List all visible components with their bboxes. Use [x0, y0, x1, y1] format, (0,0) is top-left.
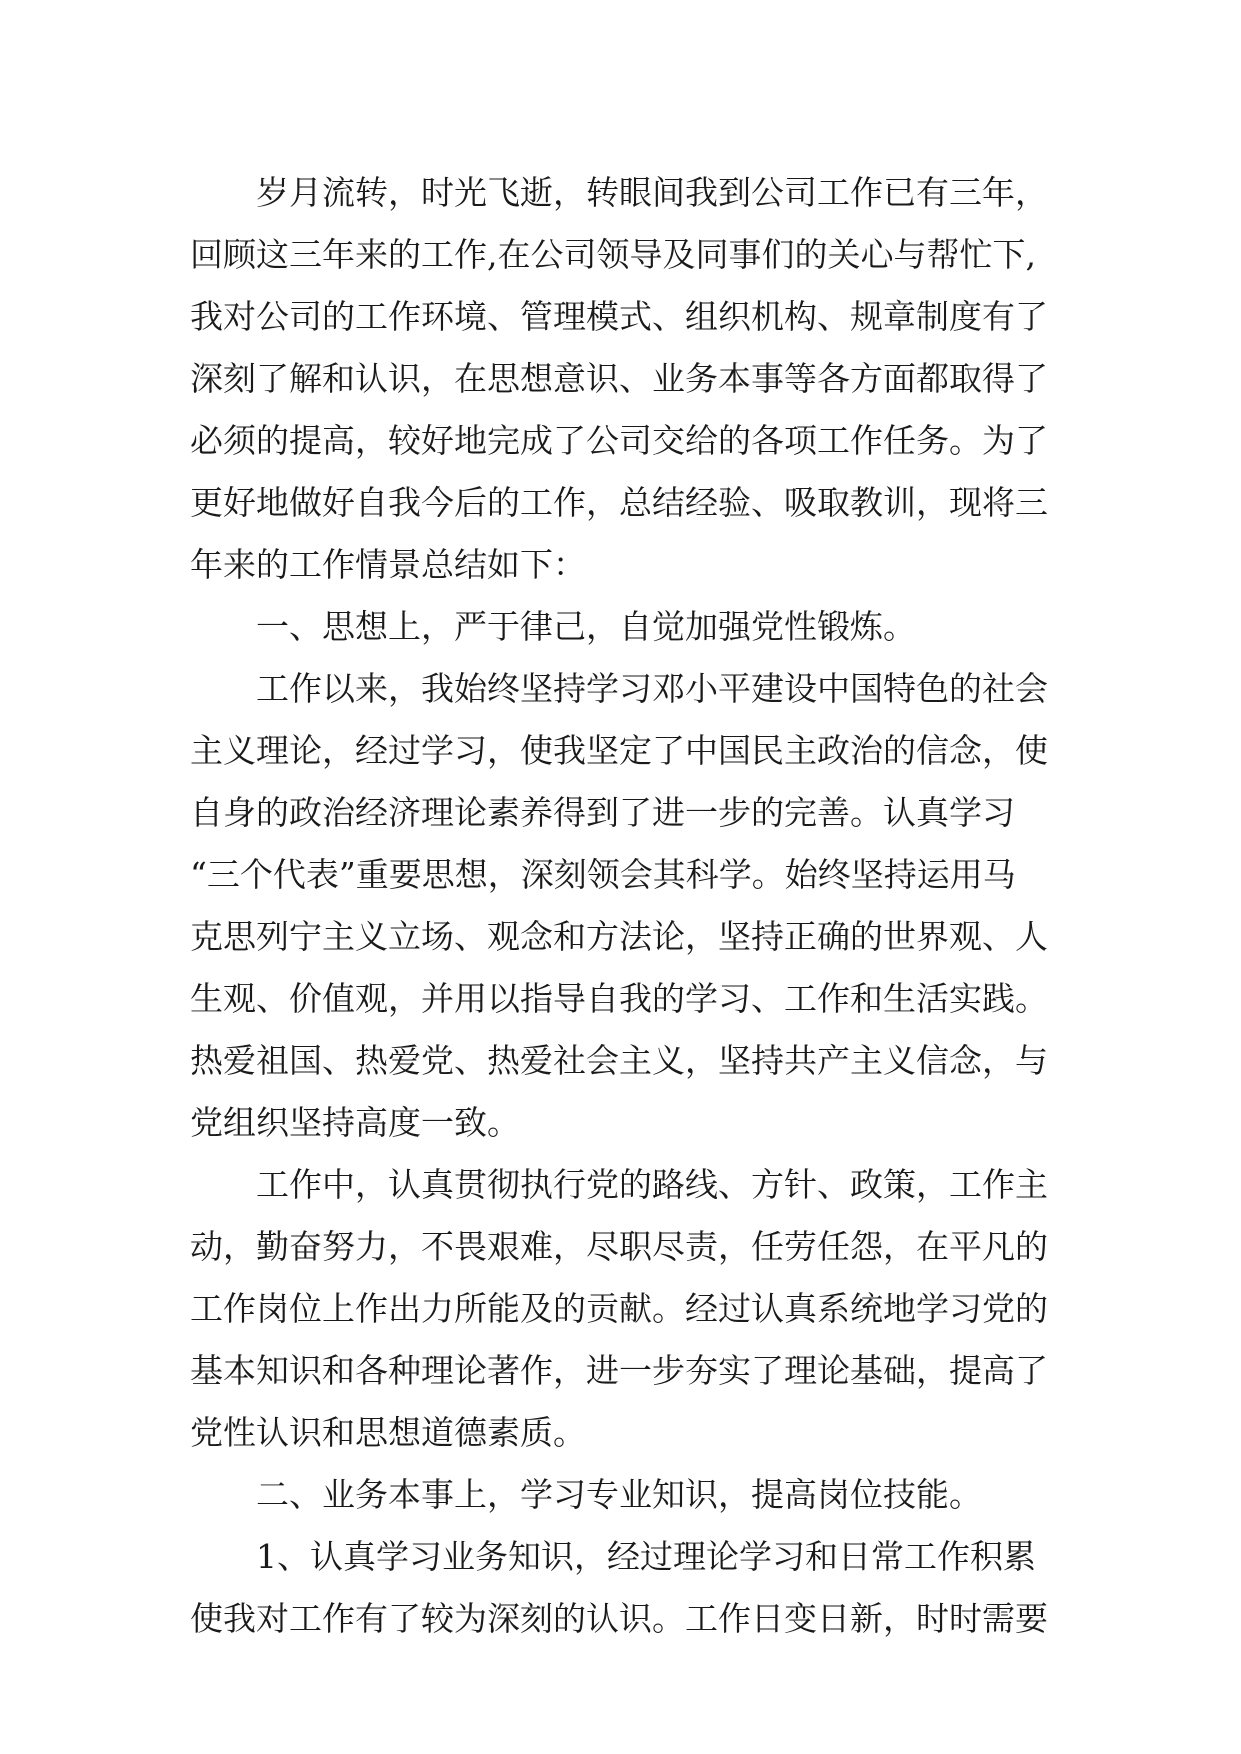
text-line: 使我对工作有了较为深刻的认识。工作日变日新，时时需要	[190, 1599, 1048, 1638]
text-line: 我对公司的工作环境、管理模式、组织机构、规章制度有了	[190, 297, 1048, 336]
document-body	[190, 162, 1090, 1650]
text-line: 岁月流转，时光飞逝，转眼间我到公司工作已有三年，	[256, 173, 1048, 212]
text-line: 生观、价值观，并用以指导自我的学习、工作和生活实践。	[190, 979, 1048, 1018]
text-line: 自身的政治经济理论素养得到了进一步的完善。认真学习	[190, 793, 1015, 832]
text-line: 必须的提高，较好地完成了公司交给的各项工作任务。为了	[190, 421, 1048, 460]
text-line: 动，勤奋努力，不畏艰难，尽职尽责，任劳任怨，在平凡的	[190, 1227, 1048, 1266]
section-heading: 一、思想上，严于律己，自觉加强党性锻炼。	[256, 607, 916, 646]
text-line: 工作中，认真贯彻执行党的路线、方针、政策，工作主	[256, 1165, 1048, 1204]
text-line: 更好地做好自我今后的工作，总结经验、吸取教训，现将三	[190, 483, 1048, 522]
text-line: “三个代表”重要思想，深刻领会其科学。始终坚持运用马	[190, 855, 1016, 894]
text-line: 热爱祖国、热爱党、热爱社会主义，坚持共产主义信念，与	[190, 1041, 1048, 1080]
text-line: 主义理论，经过学习，使我坚定了中国民主政治的信念，使	[190, 731, 1048, 770]
text-line: 工作岗位上作出力所能及的贡献。经过认真系统地学习党的	[190, 1289, 1048, 1328]
text-line: 党组织坚持高度一致。	[190, 1103, 520, 1142]
text-line: 深刻了解和认识，在思想意识、业务本事等各方面都取得了	[190, 359, 1048, 398]
text-line: 基本知识和各种理论著作，进一步夯实了理论基础，提高了	[190, 1351, 1048, 1390]
text-line: 克思列宁主义立场、观念和方法论，坚持正确的世界观、人	[190, 917, 1048, 956]
text-line: 党性认识和思想道德素质。	[190, 1413, 586, 1452]
text-line: 回顾这三年来的工作,在公司领导及同事们的关心与帮忙下,	[190, 235, 1036, 274]
text-line: 年来的工作情景总结如下：	[190, 545, 586, 584]
text-line: 工作以来，我始终坚持学习邓小平建设中国特色的社会	[256, 669, 1048, 708]
text-line: 1、认真学习业务知识，经过理论学习和日常工作积累	[256, 1537, 1036, 1576]
section-heading: 二、业务本事上，学习专业知识，提高岗位技能。	[256, 1475, 982, 1514]
